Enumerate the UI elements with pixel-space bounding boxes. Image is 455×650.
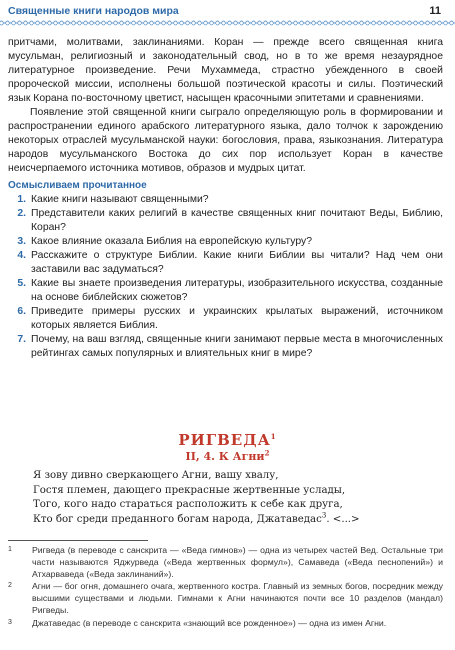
question-text: Какие вы знаете произведения литературы, изобразительного искусства, созданные на основе библейских сюжетов? xyxy=(31,278,443,303)
question-item xyxy=(8,277,443,305)
question-text: Представители каких религий в качестве священных книг почитают Веды, Библию, Коран? xyxy=(31,208,443,233)
footnote-ref-1: 1 xyxy=(270,432,277,441)
poem-line: Гостя племен, дающего прекрасные жертвенные услады, xyxy=(33,484,346,496)
question-number: 4. xyxy=(17,250,26,261)
poem-body xyxy=(33,469,445,527)
question-item xyxy=(8,235,443,249)
footnote-ref-2: 2 xyxy=(264,448,270,458)
question-item xyxy=(8,305,443,333)
question-text: Приведите примеры русских и украинских крылатых выражений, источником которых является Библия. xyxy=(31,306,443,331)
footnote-ref-3: 3 xyxy=(321,511,327,520)
page-header xyxy=(8,3,441,19)
footnote xyxy=(8,618,443,630)
poem-heading xyxy=(0,431,455,464)
poem-subtitle xyxy=(0,449,455,464)
question-item xyxy=(8,193,443,207)
poem-subtitle-text: II, 4. К Агни xyxy=(185,450,265,463)
question-number: 5. xyxy=(17,278,26,289)
footnote-number: 3 xyxy=(8,618,12,626)
footnote-number: 2 xyxy=(8,582,12,590)
question-text: Расскажите о структуре Библии. Какие книги Библии вы читали? Над чем они заставили вас задуматься? xyxy=(31,250,443,275)
poem-title xyxy=(0,431,455,449)
footnote xyxy=(8,545,443,580)
running-title: Священные книги народов мира xyxy=(8,5,179,17)
main-text xyxy=(8,36,443,361)
poem-ellipsis: . <...> xyxy=(326,513,360,525)
footnote-text: Джатаведас (в переводе с санскрита «знающий все рожденное») — одна из имен Агни. xyxy=(32,617,387,628)
poem-line xyxy=(33,513,445,528)
poem-line: Я зову дивно сверкающего Агни, вашу хвалу, xyxy=(33,470,279,481)
questions-list xyxy=(8,193,443,361)
question-number: 7. xyxy=(17,334,26,345)
footnotes xyxy=(8,545,443,631)
poem-line: Того, кого надо стараться расположить к себе как друга, xyxy=(33,499,343,511)
poem-title-text: РИГВЕДА xyxy=(178,431,271,449)
page-number: 11 xyxy=(429,5,441,17)
question-text: Какое влияние оказала Библия на европейскую культуру? xyxy=(31,236,312,247)
paragraph-2: Появление этой священной книги сыграло определяющую роль в формировании и распространении единого арабского литературного языка, дало толчок к зарождению некоторых отраслей мусульманской науки: богословия, права, языкознания. Литература народов мусульманского Востока до сих пор использует Коран в качестве неисчерпаемого источника мотивов, образов и мудрых цитат. xyxy=(8,107,443,174)
question-item xyxy=(8,333,443,361)
decorative-wave-divider xyxy=(0,18,455,28)
questions-section-title: Осмысливаем прочитанное xyxy=(8,180,147,191)
question-text: Почему, на ваш взгляд, священные книги занимают первые места в многочисленных рейтингах самых популярных и влиятельных книг в мире? xyxy=(31,334,443,359)
question-text: Какие книги называют священными? xyxy=(31,194,209,205)
question-item xyxy=(8,207,443,235)
question-number: 1. xyxy=(17,194,26,205)
footnote-text: Ригведа (в переводе с санскрита — «Веда гимнов») — одна из четырех частей Вед. Остальные три части называются Яджурведа («Веда жертвенных формул»), Самаведа («Веда песнопений») и Атхарваведа («Веда заклинаний»). xyxy=(32,545,443,579)
question-number: 6. xyxy=(17,306,26,317)
paragraph-1: притчами, молитвами, заклинаниями. Коран — прежде всего священная книга мусульман, религиозный и законодательный свод, но в то же время незаурядное литературное произведение. Речи Мухаммеда, страстно убежденного в своей пророческой миссии, исполнены большой поэтической красоты и силы. Поэтический язык Корана по-восточному цветист, насыщен красочными эпитетами и сравнениями. xyxy=(8,37,443,104)
footnote-number: 1 xyxy=(8,546,12,553)
poem-line-text: Кто бог среди преданного богам народа, Джатаведас xyxy=(33,513,322,525)
question-item xyxy=(8,249,443,277)
question-number: 3. xyxy=(17,236,26,247)
footnote-text: Агни — бог огня, домашнего очага, жертвенного костра. Главный из земных богов, посредник между высшими существами и людьми. Гимнами к Агни начинаются почти все 10 разделов (мандал) Ригведы. xyxy=(32,581,443,615)
question-number: 2. xyxy=(17,208,26,219)
footnote xyxy=(8,581,443,616)
footnote-divider xyxy=(8,540,148,541)
